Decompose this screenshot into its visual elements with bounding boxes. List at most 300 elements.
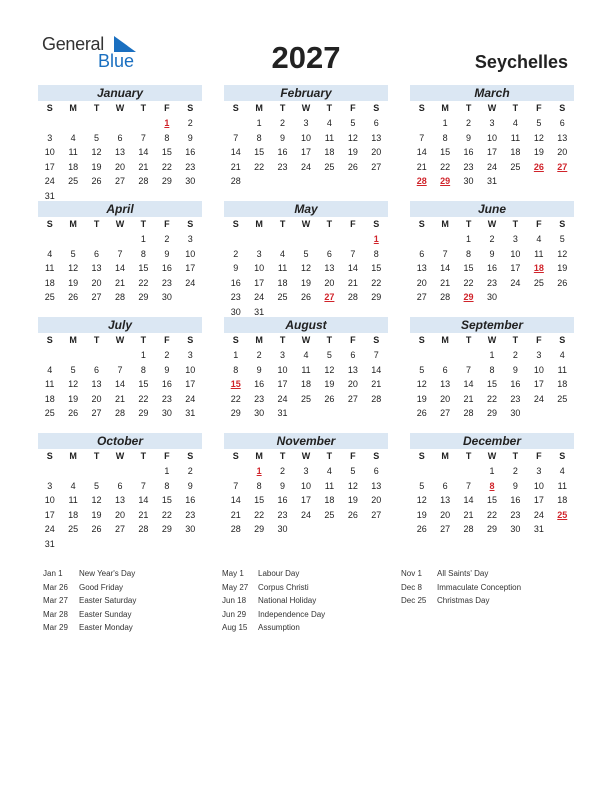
day-cell: 1 bbox=[140, 350, 146, 360]
day-cell: 30 bbox=[510, 408, 521, 419]
empty-day-cell bbox=[38, 464, 61, 479]
day-cell: 5 bbox=[94, 480, 100, 491]
holiday-day-cell: 15 bbox=[230, 379, 241, 390]
day-cell: 6 bbox=[442, 364, 448, 375]
day-cell: 11 bbox=[68, 147, 78, 158]
month-january bbox=[38, 85, 202, 204]
empty-day-cell bbox=[410, 464, 433, 479]
day-cell: 27 bbox=[440, 524, 451, 535]
day-grid bbox=[410, 333, 574, 421]
holiday-entry bbox=[401, 567, 521, 581]
weekday-header: M bbox=[255, 451, 263, 461]
day-cell: 12 bbox=[557, 248, 568, 259]
empty-day-cell bbox=[271, 232, 294, 247]
day-cell: 27 bbox=[91, 408, 102, 419]
day-cell: 5 bbox=[559, 234, 565, 244]
empty-day-cell bbox=[224, 464, 247, 479]
day-cell: 6 bbox=[117, 480, 123, 491]
holiday-day-cell: 1 bbox=[256, 466, 262, 476]
day-cell: 13 bbox=[371, 480, 382, 491]
day-cell: 21 bbox=[138, 161, 149, 172]
day-cell: 20 bbox=[324, 277, 335, 288]
day-cell: 17 bbox=[44, 509, 55, 520]
weekday-header: M bbox=[441, 103, 449, 113]
day-cell: 19 bbox=[557, 263, 568, 274]
day-cell: 18 bbox=[68, 509, 79, 520]
weekday-header: S bbox=[187, 451, 194, 461]
day-cell: 31 bbox=[44, 538, 55, 549]
weekday-header: S bbox=[418, 451, 425, 461]
empty-day-cell bbox=[61, 232, 84, 247]
day-cell: 22 bbox=[138, 277, 149, 288]
day-cell: 25 bbox=[277, 292, 288, 303]
day-cell: 2 bbox=[280, 466, 286, 476]
weekday-header: T bbox=[512, 451, 519, 461]
day-cell: 7 bbox=[442, 248, 448, 259]
day-cell: 9 bbox=[164, 364, 170, 375]
day-cell: 15 bbox=[486, 495, 497, 506]
month-november bbox=[224, 433, 388, 537]
brand-general-text: General bbox=[42, 34, 104, 54]
empty-day-cell bbox=[341, 232, 364, 247]
month-title: August bbox=[224, 317, 388, 333]
holiday-date: Jun 29 bbox=[222, 609, 247, 619]
holiday-entry bbox=[222, 581, 325, 595]
day-cell: 24 bbox=[533, 509, 544, 520]
weekday-header: W bbox=[301, 335, 311, 345]
holiday-date: May 27 bbox=[222, 582, 249, 592]
month-february bbox=[224, 85, 388, 189]
weekday-header: T bbox=[279, 335, 286, 345]
day-cell: 9 bbox=[280, 480, 286, 491]
day-cell: 25 bbox=[324, 509, 335, 520]
day-cell: 8 bbox=[233, 364, 239, 375]
weekday-header: S bbox=[418, 219, 425, 229]
month-title: July bbox=[38, 317, 202, 333]
day-cell: 14 bbox=[371, 364, 382, 375]
day-cell: 19 bbox=[300, 277, 311, 288]
day-cell: 4 bbox=[280, 248, 286, 259]
day-cell: 3 bbox=[303, 118, 309, 128]
day-cell: 7 bbox=[373, 350, 379, 360]
day-cell: 6 bbox=[94, 364, 100, 375]
holiday-entry bbox=[43, 581, 136, 595]
month-title: May bbox=[224, 201, 388, 217]
holiday-column bbox=[43, 567, 136, 635]
weekday-header: M bbox=[69, 219, 77, 229]
empty-day-cell bbox=[61, 116, 84, 131]
day-cell: 30 bbox=[463, 176, 474, 187]
day-cell: 1 bbox=[140, 234, 146, 244]
day-cell: 17 bbox=[185, 379, 196, 390]
day-cell: 19 bbox=[91, 509, 102, 520]
day-cell: 19 bbox=[533, 147, 544, 158]
empty-day-cell bbox=[457, 348, 480, 363]
day-cell: 23 bbox=[463, 161, 474, 172]
day-cell: 27 bbox=[416, 292, 427, 303]
day-cell: 21 bbox=[463, 509, 474, 520]
day-cell: 12 bbox=[347, 132, 358, 143]
holiday-date: Jan 1 bbox=[43, 569, 63, 578]
day-cell: 13 bbox=[440, 379, 451, 390]
day-cell: 13 bbox=[114, 495, 125, 506]
weekday-header: M bbox=[69, 103, 77, 113]
weekday-header: W bbox=[115, 219, 125, 229]
day-cell: 18 bbox=[510, 147, 521, 158]
holiday-name: National Holiday bbox=[258, 596, 317, 605]
empty-day-cell bbox=[433, 464, 456, 479]
day-cell: 16 bbox=[277, 147, 288, 158]
day-cell: 6 bbox=[419, 248, 425, 259]
day-cell: 21 bbox=[114, 393, 125, 404]
day-cell: 19 bbox=[416, 393, 427, 404]
weekday-header: S bbox=[559, 335, 566, 345]
day-grid bbox=[410, 217, 574, 305]
day-cell: 28 bbox=[371, 393, 382, 404]
day-cell: 16 bbox=[510, 379, 521, 390]
day-cell: 14 bbox=[230, 147, 241, 158]
day-cell: 18 bbox=[300, 379, 311, 390]
weekday-header: T bbox=[279, 451, 286, 461]
day-cell: 2 bbox=[466, 118, 472, 128]
day-cell: 4 bbox=[326, 118, 332, 128]
day-cell: 13 bbox=[114, 147, 125, 158]
weekday-header: F bbox=[350, 219, 356, 229]
empty-day-cell bbox=[108, 348, 131, 363]
weekday-header: S bbox=[232, 103, 239, 113]
weekday-header: S bbox=[232, 219, 239, 229]
weekday-header: M bbox=[69, 335, 77, 345]
weekday-header: T bbox=[465, 103, 472, 113]
day-cell: 27 bbox=[371, 161, 382, 172]
day-cell: 16 bbox=[185, 495, 196, 506]
holiday-name: Labour Day bbox=[258, 569, 300, 578]
month-april bbox=[38, 201, 202, 305]
month-may bbox=[224, 201, 388, 320]
day-cell: 9 bbox=[466, 132, 472, 143]
day-cell: 11 bbox=[534, 248, 544, 259]
empty-day-cell bbox=[224, 232, 247, 247]
day-cell: 12 bbox=[68, 263, 79, 274]
empty-day-cell bbox=[410, 232, 433, 247]
day-cell: 23 bbox=[185, 161, 196, 172]
month-october bbox=[38, 433, 202, 552]
weekday-header: S bbox=[187, 103, 194, 113]
day-cell: 17 bbox=[300, 495, 311, 506]
day-cell: 15 bbox=[138, 379, 149, 390]
weekday-header: M bbox=[441, 219, 449, 229]
day-cell: 24 bbox=[44, 176, 55, 187]
day-cell: 2 bbox=[187, 118, 193, 128]
empty-day-cell bbox=[132, 116, 155, 131]
holiday-entry bbox=[43, 608, 136, 622]
day-cell: 10 bbox=[254, 263, 265, 274]
day-cell: 29 bbox=[138, 408, 149, 419]
weekday-header: M bbox=[69, 451, 77, 461]
day-cell: 17 bbox=[533, 495, 544, 506]
holiday-name: Easter Saturday bbox=[79, 596, 137, 605]
holiday-entry bbox=[222, 567, 325, 581]
holiday-entry bbox=[43, 594, 136, 608]
day-cell: 21 bbox=[371, 379, 382, 390]
weekday-header: F bbox=[536, 335, 542, 345]
holiday-name: All Saints' Day bbox=[437, 569, 489, 578]
day-cell: 20 bbox=[91, 277, 102, 288]
weekday-header: M bbox=[441, 451, 449, 461]
weekday-header: W bbox=[301, 219, 311, 229]
weekday-header: T bbox=[279, 219, 286, 229]
day-cell: 18 bbox=[557, 379, 568, 390]
day-cell: 13 bbox=[91, 263, 102, 274]
day-cell: 13 bbox=[371, 132, 382, 143]
holiday-day-cell: 29 bbox=[440, 176, 451, 187]
weekday-header: S bbox=[559, 219, 566, 229]
empty-day-cell bbox=[410, 116, 433, 131]
day-cell: 30 bbox=[230, 306, 241, 317]
day-cell: 3 bbox=[512, 234, 518, 244]
day-cell: 2 bbox=[164, 350, 170, 360]
day-cell: 10 bbox=[486, 132, 497, 143]
weekday-header: S bbox=[418, 103, 425, 113]
day-cell: 30 bbox=[161, 292, 172, 303]
day-cell: 22 bbox=[486, 509, 497, 520]
day-cell: 17 bbox=[254, 277, 265, 288]
day-cell: 19 bbox=[347, 147, 358, 158]
day-cell: 29 bbox=[254, 524, 265, 535]
day-cell: 10 bbox=[185, 364, 196, 375]
day-cell: 12 bbox=[416, 495, 427, 506]
day-cell: 27 bbox=[347, 393, 358, 404]
day-cell: 4 bbox=[70, 132, 76, 143]
day-cell: 15 bbox=[254, 147, 265, 158]
day-cell: 4 bbox=[303, 350, 309, 360]
day-cell: 4 bbox=[70, 480, 76, 491]
day-cell: 9 bbox=[187, 480, 193, 491]
empty-day-cell bbox=[85, 348, 108, 363]
empty-day-cell bbox=[108, 116, 131, 131]
day-cell: 18 bbox=[557, 495, 568, 506]
month-title: June bbox=[410, 201, 574, 217]
weekday-header: S bbox=[46, 335, 53, 345]
day-cell: 17 bbox=[486, 147, 497, 158]
day-cell: 26 bbox=[416, 408, 427, 419]
day-cell: 20 bbox=[347, 379, 358, 390]
month-august bbox=[224, 317, 388, 421]
holiday-day-cell: 27 bbox=[557, 161, 568, 172]
day-cell: 28 bbox=[463, 524, 474, 535]
day-cell: 29 bbox=[161, 176, 172, 187]
day-cell: 8 bbox=[164, 132, 170, 143]
day-cell: 4 bbox=[326, 466, 332, 476]
holiday-entry bbox=[43, 567, 136, 581]
weekday-header: F bbox=[536, 219, 542, 229]
day-cell: 10 bbox=[185, 248, 196, 259]
day-cell: 6 bbox=[326, 248, 332, 259]
day-cell: 6 bbox=[350, 350, 356, 360]
day-cell: 21 bbox=[440, 277, 451, 288]
day-cell: 26 bbox=[347, 161, 358, 172]
day-cell: 23 bbox=[161, 277, 172, 288]
day-cell: 19 bbox=[68, 277, 79, 288]
day-cell: 25 bbox=[510, 161, 521, 172]
day-cell: 12 bbox=[533, 132, 544, 143]
weekday-header: M bbox=[255, 103, 263, 113]
empty-day-cell bbox=[433, 232, 456, 247]
holiday-name: Independence Day bbox=[258, 609, 326, 619]
day-cell: 23 bbox=[254, 393, 265, 404]
weekday-header: W bbox=[301, 103, 311, 113]
empty-day-cell bbox=[85, 232, 108, 247]
day-cell: 10 bbox=[533, 480, 544, 491]
day-cell: 5 bbox=[326, 350, 332, 360]
holiday-name: Easter Monday bbox=[79, 623, 133, 632]
day-cell: 30 bbox=[254, 408, 265, 419]
day-cell: 1 bbox=[442, 118, 448, 128]
day-cell: 25 bbox=[44, 408, 55, 419]
day-cell: 13 bbox=[324, 263, 335, 274]
day-cell: 22 bbox=[138, 393, 149, 404]
day-cell: 13 bbox=[557, 132, 568, 143]
weekday-header: M bbox=[441, 335, 449, 345]
day-cell: 28 bbox=[114, 408, 125, 419]
day-cell: 16 bbox=[254, 379, 265, 390]
day-cell: 23 bbox=[230, 292, 241, 303]
weekday-header: F bbox=[350, 451, 356, 461]
day-cell: 6 bbox=[442, 480, 448, 491]
day-cell: 31 bbox=[254, 306, 265, 317]
day-cell: 11 bbox=[45, 263, 55, 274]
country-name: Seychelles bbox=[474, 52, 568, 72]
day-cell: 15 bbox=[161, 495, 172, 506]
day-cell: 28 bbox=[138, 176, 149, 187]
day-grid bbox=[224, 449, 388, 537]
day-cell: 22 bbox=[254, 161, 265, 172]
holiday-name: New Year's Day bbox=[79, 569, 136, 578]
weekday-header: T bbox=[465, 219, 472, 229]
month-title: November bbox=[224, 433, 388, 449]
day-cell: 9 bbox=[489, 248, 495, 259]
month-july bbox=[38, 317, 202, 421]
weekday-header: W bbox=[487, 103, 497, 113]
month-title: December bbox=[410, 433, 574, 449]
day-cell: 10 bbox=[44, 495, 55, 506]
day-cell: 31 bbox=[277, 408, 288, 419]
holiday-day-cell: 27 bbox=[324, 292, 335, 303]
day-cell: 31 bbox=[44, 190, 55, 201]
weekday-header: W bbox=[115, 451, 125, 461]
empty-day-cell bbox=[433, 348, 456, 363]
day-cell: 5 bbox=[94, 132, 100, 143]
day-cell: 19 bbox=[347, 495, 358, 506]
day-cell: 26 bbox=[300, 292, 311, 303]
day-cell: 12 bbox=[324, 364, 335, 375]
day-cell: 8 bbox=[256, 132, 262, 143]
day-cell: 12 bbox=[347, 480, 358, 491]
day-cell: 13 bbox=[91, 379, 102, 390]
holiday-day-cell: 1 bbox=[373, 234, 379, 244]
day-cell: 30 bbox=[510, 524, 521, 535]
day-cell: 21 bbox=[230, 509, 241, 520]
day-cell: 22 bbox=[463, 277, 474, 288]
day-cell: 17 bbox=[510, 263, 521, 274]
month-title: January bbox=[38, 85, 202, 101]
weekday-header: S bbox=[559, 451, 566, 461]
day-cell: 19 bbox=[68, 393, 79, 404]
day-cell: 15 bbox=[486, 379, 497, 390]
day-cell: 7 bbox=[350, 248, 356, 259]
day-cell: 5 bbox=[350, 466, 356, 476]
day-cell: 26 bbox=[68, 292, 79, 303]
empty-day-cell bbox=[318, 232, 341, 247]
day-cell: 8 bbox=[373, 248, 379, 259]
day-cell: 11 bbox=[324, 480, 335, 491]
day-cell: 3 bbox=[536, 466, 542, 476]
day-cell: 7 bbox=[140, 132, 146, 143]
weekday-header: S bbox=[373, 451, 380, 461]
day-cell: 10 bbox=[44, 147, 55, 158]
day-cell: 7 bbox=[140, 480, 146, 491]
holiday-date: Mar 26 bbox=[43, 582, 68, 592]
day-cell: 11 bbox=[301, 364, 311, 375]
day-cell: 26 bbox=[347, 509, 358, 520]
day-cell: 13 bbox=[440, 495, 451, 506]
day-cell: 2 bbox=[512, 350, 518, 360]
weekday-header: T bbox=[93, 219, 100, 229]
day-cell: 3 bbox=[303, 466, 309, 476]
day-grid bbox=[410, 101, 574, 189]
day-cell: 3 bbox=[187, 350, 193, 360]
day-cell: 5 bbox=[70, 364, 76, 375]
day-cell: 4 bbox=[536, 234, 542, 244]
day-cell: 7 bbox=[117, 364, 123, 375]
day-cell: 15 bbox=[440, 147, 451, 158]
holiday-date: Dec 8 bbox=[401, 582, 422, 592]
day-cell: 14 bbox=[138, 495, 149, 506]
day-cell: 18 bbox=[277, 277, 288, 288]
holiday-day-cell: 18 bbox=[533, 263, 544, 274]
weekday-header: T bbox=[326, 103, 333, 113]
day-cell: 2 bbox=[187, 466, 193, 476]
weekday-header: T bbox=[93, 451, 100, 461]
day-cell: 23 bbox=[277, 509, 288, 520]
day-cell: 20 bbox=[440, 393, 451, 404]
empty-day-cell bbox=[85, 464, 108, 479]
holiday-name: Immaculate Conception bbox=[437, 582, 522, 592]
day-cell: 14 bbox=[114, 263, 125, 274]
day-cell: 29 bbox=[371, 292, 382, 303]
weekday-header: T bbox=[140, 335, 147, 345]
day-cell: 28 bbox=[114, 292, 125, 303]
day-cell: 8 bbox=[256, 480, 262, 491]
day-cell: 2 bbox=[280, 118, 286, 128]
day-cell: 18 bbox=[324, 147, 335, 158]
day-cell: 19 bbox=[416, 509, 427, 520]
day-cell: 13 bbox=[347, 364, 358, 375]
day-cell: 21 bbox=[347, 277, 358, 288]
day-cell: 18 bbox=[44, 393, 55, 404]
day-grid bbox=[38, 101, 202, 204]
day-grid bbox=[410, 449, 574, 537]
day-cell: 2 bbox=[256, 350, 262, 360]
weekday-header: T bbox=[326, 219, 333, 229]
day-cell: 30 bbox=[486, 292, 497, 303]
holiday-name: Christmas Day bbox=[437, 596, 490, 605]
day-cell: 24 bbox=[44, 524, 55, 535]
day-cell: 16 bbox=[277, 495, 288, 506]
holiday-entry bbox=[222, 594, 325, 608]
holiday-name: Good Friday bbox=[79, 582, 124, 592]
day-cell: 24 bbox=[300, 161, 311, 172]
